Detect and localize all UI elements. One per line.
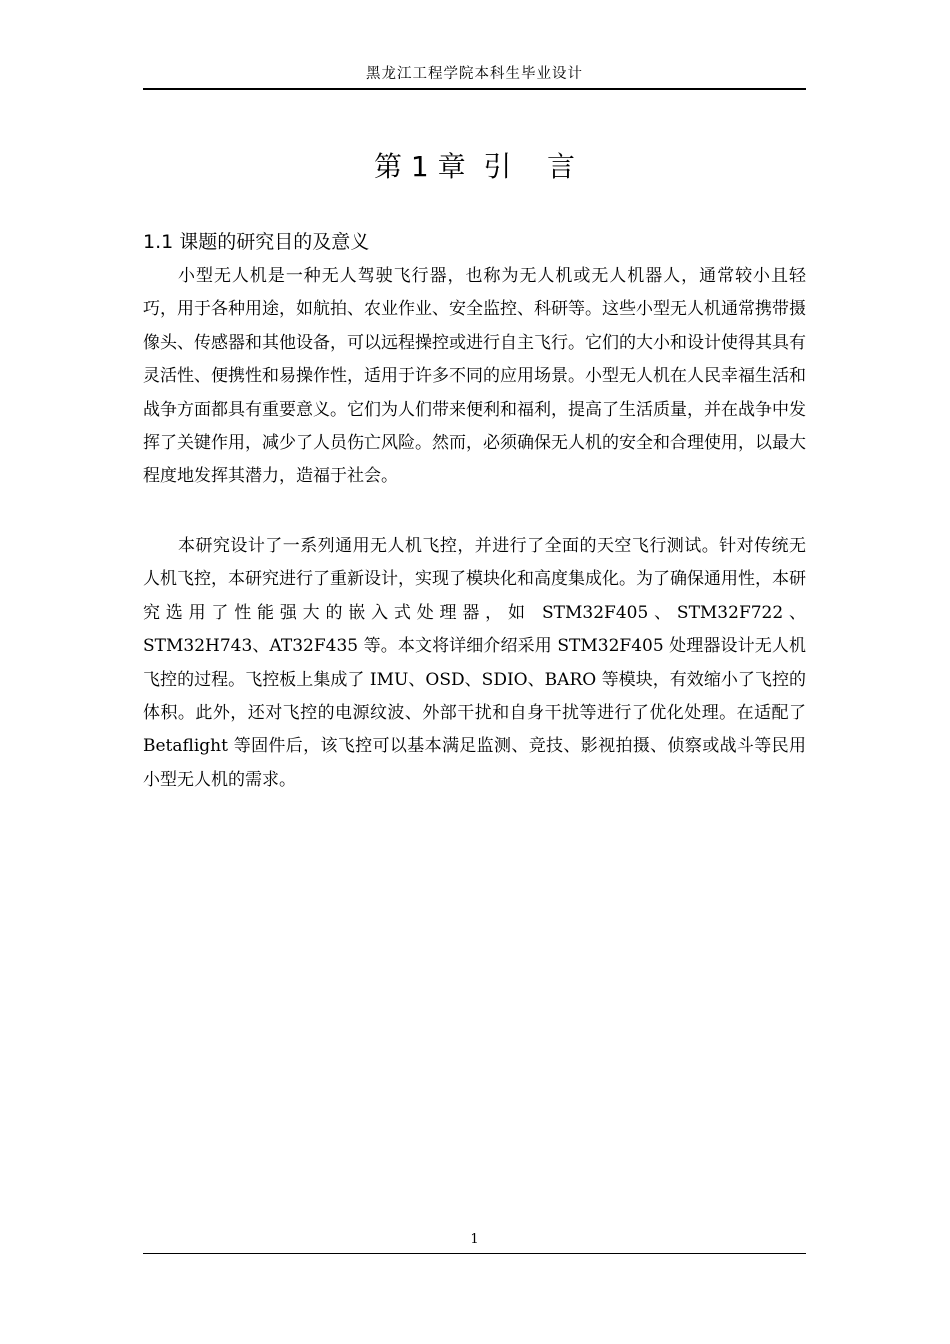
header-rule: [143, 88, 806, 90]
footer-rule: [143, 1253, 806, 1254]
page-number: 1: [470, 1232, 479, 1247]
section-heading: 1.1 课题的研究目的及意义: [143, 231, 370, 253]
running-header: 黑龙江工程学院本科生毕业设计: [366, 66, 583, 82]
body-paragraph: 本研究设计了一系列通用无人机飞控，并进行了全面的天空飞行测试。针对传统无人机飞控，本研究进行了重新设计，实现了模块化和高度集成化。为了确保通用性，本研究选用了性能强大的嵌入式处理器，如 STM32F405、STM32F722、STM32H743、AT32F435 等。本文将详细介绍采用 STM32F405 处理器设计无人机飞控的过程。飞控板上集成了 IMU、OSD、SDIO、BARO 等模块，有效缩小了飞控的体积。此外，还对飞控的电源纹波、外部干扰和自身干扰等进行了优化处理。在适配了 Betaflight 等固件后，该飞控可以基本满足监测、竞技、影视拍摄、侦察或战斗等民用小型无人机的需求。: [143, 536, 806, 790]
body-paragraph: 小型无人机是一种无人驾驶飞行器，也称为无人机或无人机器人，通常较小且轻巧，用于各种用途，如航拍、农业作业、安全监控、科研等。这些小型无人机通常携带摄像头、传感器和其他设备，可以远程操控或进行自主飞行。它们的大小和设计使得其具有灵活性、便携性和易操作性，适用于许多不同的应用场景。小型无人机在人民幸福生活和战争方面都具有重要意义。它们为人们带来便利和福利，提高了生活质量，并在战争中发挥了关键作用，减少了人员伤亡风险。然而，必须确保无人机的安全和合理使用，以最大程度地发挥其潜力，造福于社会。: [143, 266, 806, 487]
chapter-title: 第 1 章 引 言: [373, 150, 576, 183]
